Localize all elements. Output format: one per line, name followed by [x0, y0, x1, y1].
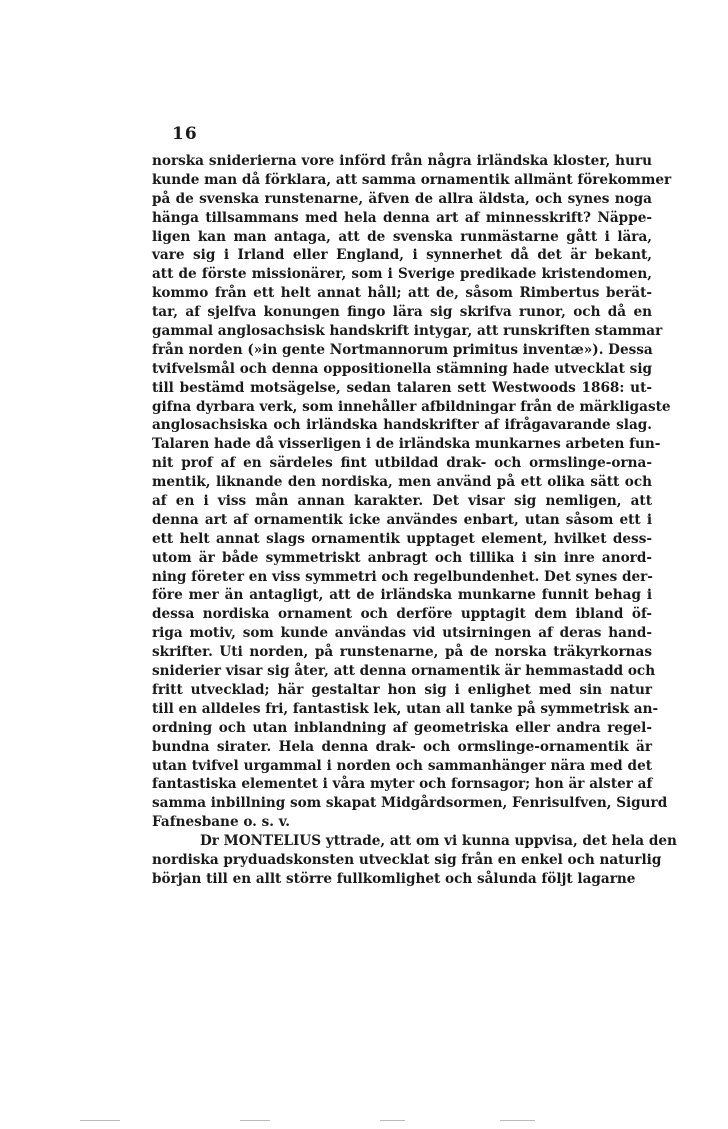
scan-mark	[380, 1120, 405, 1121]
text-line: ning företer en viss symmetri och regelbundenhet. Det synes der-	[152, 568, 653, 585]
text-line: hänga tillsammans med hela denna art af minnesskrift? Näppe-	[152, 209, 652, 226]
text-line: bundna sirater. Hela denna drak- och ormslinge-ornamentik är	[152, 738, 652, 755]
text-line: mentik, liknande den nordiska, men använd på ett olika sätt och	[152, 474, 652, 491]
text-line: vare sig i Irland eller England, i synnerhet då det är bekant,	[152, 247, 652, 264]
scan-mark	[500, 1120, 535, 1121]
text-line: skrifter. Uti norden, på runstenarne, på de norska träkyrkornas	[152, 644, 652, 661]
text-line: Talaren hade då visserligen i de irländska munkarnes arbeten fun-	[152, 436, 661, 453]
paragraphs	[152, 152, 677, 889]
text-line: gifna dyrbara verk, som innehåller afbildningar från de märkligaste	[152, 398, 671, 415]
paragraph	[152, 832, 677, 889]
text-line: tar, af sjelfva konungen fingo lära sig skrifva runor, och då en	[152, 304, 652, 321]
text-line: riga motiv, som kunde användas vid utsirningen af deras hand-	[152, 625, 652, 642]
text-line: Dr MONTELIUS yttrade, att om vi kunna uppvisa, det hela den	[200, 833, 677, 850]
scan-artifacts	[80, 1120, 680, 1124]
text-line: ett helt annat slags ornamentik upptaget element, hvilket dess-	[152, 530, 652, 547]
page-number: 16	[172, 124, 198, 144]
text-line: kommo från ett helt annat håll; att de, såsom Rimbertus berät-	[152, 285, 652, 302]
text-line: dessa nordiska ornament och derföre upptagit dem ibland öf-	[152, 606, 652, 623]
text-line: på de svenska runstenarne, äfven de allra äldsta, och synes noga	[152, 190, 652, 207]
paragraph	[152, 152, 672, 832]
text-line: före mer än antagligt, att de irländska munkarne funnit behag i	[152, 587, 652, 604]
scan-mark	[240, 1120, 270, 1121]
text-line: ligen kan man antaga, att de svenska runmästarne gått i lära,	[152, 228, 652, 245]
text-line: utan tvifvel urgammal i norden och sammanhänger nära med det	[152, 757, 652, 774]
text-line: att de förste missionärer, som i Sverige predikade kristendomen,	[152, 266, 652, 283]
text-line: till en alldeles fri, fantastisk lek, utan all tanke på symmetrisk an-	[152, 700, 659, 717]
scan-mark	[80, 1120, 120, 1121]
text-line: nordiska pryduadskonsten utvecklat sig från en enkel och naturlig	[152, 851, 662, 868]
text-line: samma inbillning som skapat Midgårdsormen, Fenrisulfven, Sigurd	[152, 795, 668, 812]
text-line: denna art af ornamentik icke användes enbart, utan såsom ett i	[152, 511, 652, 528]
text-line: fritt utvecklad; här gestaltar hon sig i enlighet med sin natur	[152, 681, 652, 698]
text-line: fantastiska elementet i våra myter och fornsagor; hon är alster af	[152, 776, 653, 793]
text-line: sniderier visar sig åter, att denna ornamentik är hemmastadd och	[152, 663, 656, 680]
text-line: nit prof af en särdeles fint utbildad drak- och ormslinge-orna-	[152, 455, 652, 472]
text-line: Fafnesbane o. s. v.	[152, 814, 291, 831]
text-line: norska sniderierna vore införd från några irländska kloster, huru	[152, 153, 652, 169]
text-line: början till en allt större fullkomlighet och sålunda följt lagarne	[152, 870, 636, 887]
text-line: gammal anglosachsisk handskrift intygar, att runskriften stammar	[152, 323, 663, 340]
text-line: kunde man då förklara, att samma ornamentik allmänt förekommer	[152, 171, 672, 188]
text-line: från norden (»in gente Nortmannorum primitus inventæ»). Dessa	[152, 341, 653, 358]
body-text	[152, 152, 677, 889]
text-line: af en i viss mån annan karakter. Det visar sig nemligen, att	[152, 493, 652, 510]
text-line: ordning och utan inblandning af geometriska eller andra regel-	[152, 719, 652, 736]
text-line: tvifvelsmål och denna oppositionella stämning hade utvecklat sig	[152, 360, 652, 377]
text-line: anglosachsiska och irländska handskrifter af ifrågavarande slag.	[152, 417, 652, 434]
text-line: till bestämd motsägelse, sedan talaren sett Westwoods 1868: ut-	[152, 379, 652, 396]
text-line: utom är både symmetriskt anbragt och tillika i sin inre anord-	[152, 549, 652, 566]
